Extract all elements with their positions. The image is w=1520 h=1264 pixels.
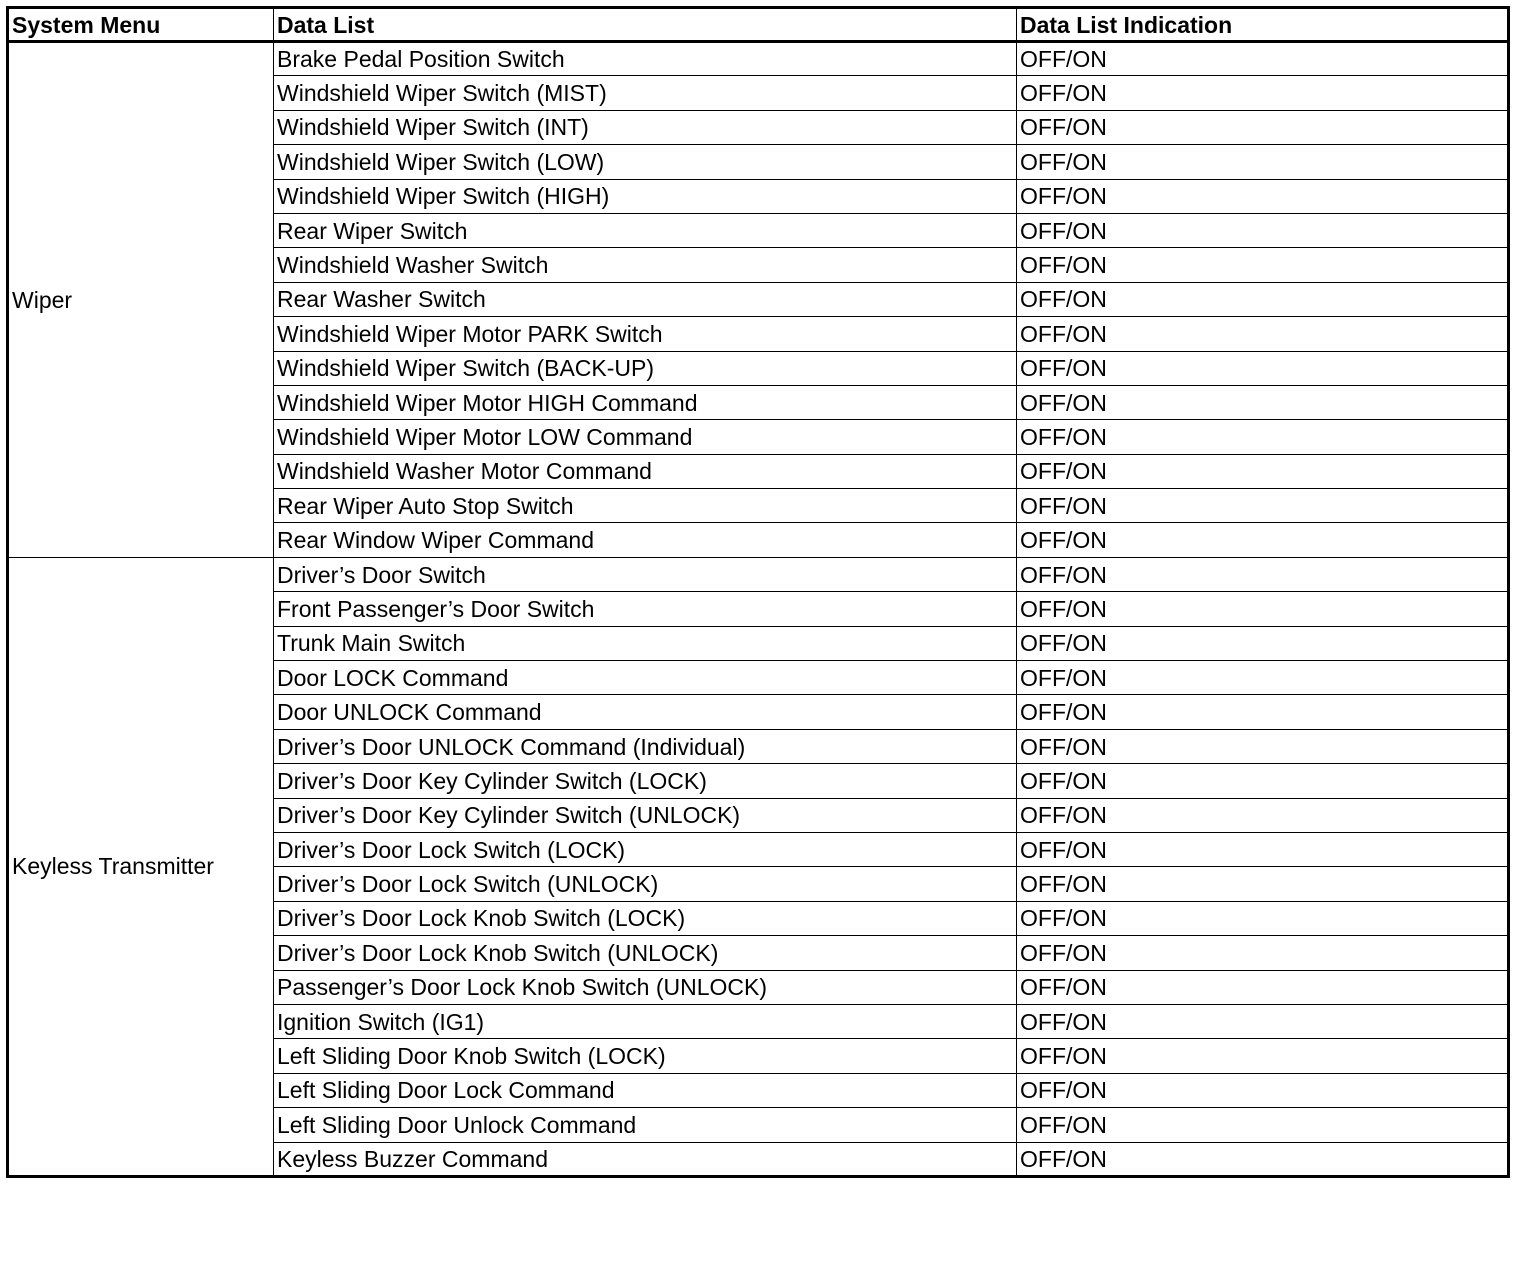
data-list-item-cell: Windshield Washer Switch: [274, 248, 1017, 282]
table-row: [8, 42, 1509, 76]
data-list-item-cell: Windshield Wiper Motor HIGH Command: [274, 385, 1017, 419]
data-list-item-cell: Driver’s Door Lock Knob Switch (LOCK): [274, 901, 1017, 935]
data-list-indication-cell: OFF/ON: [1017, 1073, 1509, 1107]
data-list-table: [6, 6, 1510, 1178]
data-list-indication-cell: OFF/ON: [1017, 626, 1509, 660]
data-list-item-cell: Front Passenger’s Door Switch: [274, 592, 1017, 626]
data-list-item-cell: Windshield Washer Motor Command: [274, 454, 1017, 488]
data-list-indication-cell: OFF/ON: [1017, 729, 1509, 763]
data-list-item-cell: Rear Wiper Auto Stop Switch: [274, 489, 1017, 523]
data-list-indication-cell: OFF/ON: [1017, 1004, 1509, 1038]
data-list-indication-cell: OFF/ON: [1017, 936, 1509, 970]
data-list-item-cell: Left Sliding Door Lock Command: [274, 1073, 1017, 1107]
data-list-item-cell: Windshield Wiper Switch (BACK-UP): [274, 351, 1017, 385]
data-list-indication-cell: OFF/ON: [1017, 832, 1509, 866]
data-list-item-cell: Left Sliding Door Knob Switch (LOCK): [274, 1039, 1017, 1073]
data-list-item-cell: Windshield Wiper Switch (HIGH): [274, 179, 1017, 213]
data-list-indication-cell: OFF/ON: [1017, 970, 1509, 1004]
data-list-indication-cell: OFF/ON: [1017, 1108, 1509, 1142]
data-list-indication-cell: OFF/ON: [1017, 213, 1509, 247]
table-row: [8, 557, 1509, 591]
data-list-indication-cell: OFF/ON: [1017, 454, 1509, 488]
data-list-indication-cell: OFF/ON: [1017, 179, 1509, 213]
data-list-item-cell: Door UNLOCK Command: [274, 695, 1017, 729]
data-list-indication-cell: OFF/ON: [1017, 557, 1509, 591]
header-row: [8, 8, 1509, 42]
header-data-list-indication: Data List Indication: [1017, 8, 1509, 42]
data-list-item-cell: Door LOCK Command: [274, 661, 1017, 695]
data-list-indication-cell: OFF/ON: [1017, 661, 1509, 695]
data-list-indication-cell: OFF/ON: [1017, 317, 1509, 351]
header-system-menu: System Menu: [8, 8, 274, 42]
data-list-indication-cell: OFF/ON: [1017, 1142, 1509, 1176]
data-list-item-cell: Passenger’s Door Lock Knob Switch (UNLOCK): [274, 970, 1017, 1004]
data-list-item-cell: Driver’s Door Lock Knob Switch (UNLOCK): [274, 936, 1017, 970]
data-list-indication-cell: OFF/ON: [1017, 145, 1509, 179]
data-list-item-cell: Driver’s Door Key Cylinder Switch (UNLOCK): [274, 798, 1017, 832]
data-list-indication-cell: OFF/ON: [1017, 110, 1509, 144]
header-data-list: Data List: [274, 8, 1017, 42]
data-list-item-cell: Windshield Wiper Switch (MIST): [274, 76, 1017, 110]
system-menu-cell: Keyless Transmitter: [8, 557, 274, 1176]
data-list-item-cell: Rear Window Wiper Command: [274, 523, 1017, 557]
data-list-item-cell: Windshield Wiper Switch (LOW): [274, 145, 1017, 179]
data-list-item-cell: Brake Pedal Position Switch: [274, 42, 1017, 76]
table-body: [8, 42, 1509, 1177]
data-list-item-cell: Windshield Wiper Motor PARK Switch: [274, 317, 1017, 351]
data-list-indication-cell: OFF/ON: [1017, 351, 1509, 385]
data-list-item-cell: Driver’s Door Key Cylinder Switch (LOCK): [274, 764, 1017, 798]
data-list-indication-cell: OFF/ON: [1017, 76, 1509, 110]
data-list-item-cell: Windshield Wiper Motor LOW Command: [274, 420, 1017, 454]
data-list-indication-cell: OFF/ON: [1017, 695, 1509, 729]
data-list-indication-cell: OFF/ON: [1017, 523, 1509, 557]
data-list-indication-cell: OFF/ON: [1017, 764, 1509, 798]
data-list-item-cell: Keyless Buzzer Command: [274, 1142, 1017, 1176]
data-list-indication-cell: OFF/ON: [1017, 385, 1509, 419]
data-list-item-cell: Left Sliding Door Unlock Command: [274, 1108, 1017, 1142]
data-list-indication-cell: OFF/ON: [1017, 489, 1509, 523]
data-list-item-cell: Driver’s Door Switch: [274, 557, 1017, 591]
data-list-indication-cell: OFF/ON: [1017, 901, 1509, 935]
data-list-indication-cell: OFF/ON: [1017, 798, 1509, 832]
system-menu-cell: Wiper: [8, 42, 274, 558]
data-list-indication-cell: OFF/ON: [1017, 42, 1509, 76]
data-list-item-cell: Rear Wiper Switch: [274, 213, 1017, 247]
data-list-indication-cell: OFF/ON: [1017, 282, 1509, 316]
data-list-item-cell: Trunk Main Switch: [274, 626, 1017, 660]
data-list-indication-cell: OFF/ON: [1017, 592, 1509, 626]
data-list-item-cell: Driver’s Door Lock Switch (LOCK): [274, 832, 1017, 866]
data-list-item-cell: Driver’s Door UNLOCK Command (Individual): [274, 729, 1017, 763]
data-list-indication-cell: OFF/ON: [1017, 420, 1509, 454]
data-list-indication-cell: OFF/ON: [1017, 1039, 1509, 1073]
data-list-indication-cell: OFF/ON: [1017, 248, 1509, 282]
data-list-item-cell: Rear Washer Switch: [274, 282, 1017, 316]
data-list-item-cell: Windshield Wiper Switch (INT): [274, 110, 1017, 144]
data-list-item-cell: Driver’s Door Lock Switch (UNLOCK): [274, 867, 1017, 901]
data-list-item-cell: Ignition Switch (IG1): [274, 1004, 1017, 1038]
data-list-indication-cell: OFF/ON: [1017, 867, 1509, 901]
